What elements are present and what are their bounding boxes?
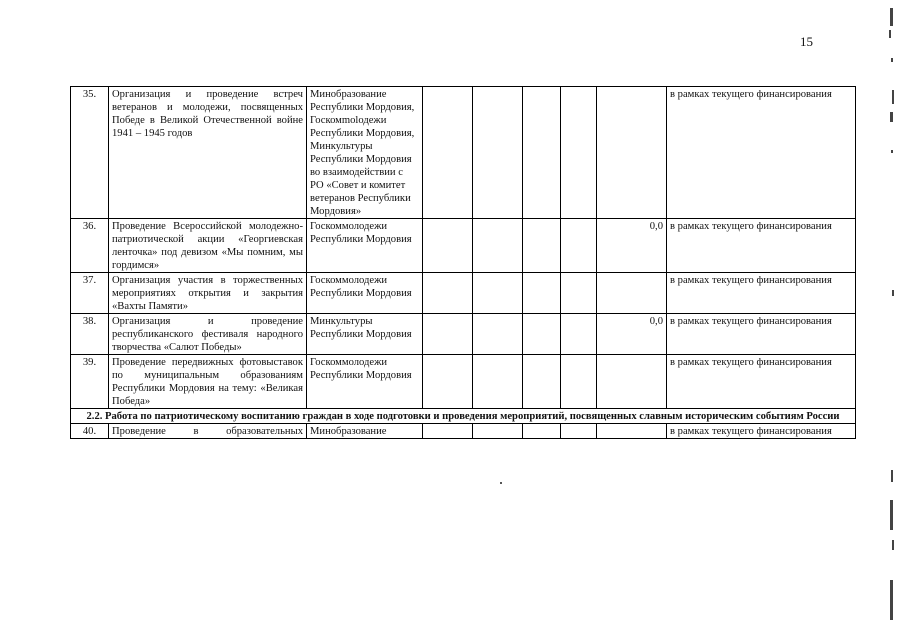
measure-name: Организация и проведение республиканского фестиваля народного творчества «Салют Победы» bbox=[109, 314, 307, 355]
financing-source: в рамках текущего финансирования bbox=[667, 273, 856, 314]
row-number: 37. bbox=[71, 273, 109, 314]
row-number: 38. bbox=[71, 314, 109, 355]
funding-value bbox=[597, 355, 667, 409]
table-row bbox=[71, 219, 856, 273]
executor: Госкоммолодежи Республики Мордовия bbox=[307, 355, 423, 409]
table-row bbox=[71, 273, 856, 314]
section-header-row bbox=[71, 409, 856, 424]
financing-source: в рамках текущего финансирования bbox=[667, 87, 856, 219]
funding-value bbox=[597, 273, 667, 314]
table-row bbox=[71, 424, 856, 439]
financing-source: в рамках текущего финансирования bbox=[667, 355, 856, 409]
row-number: 36. bbox=[71, 219, 109, 273]
funding-value bbox=[597, 87, 667, 219]
funding-value bbox=[597, 424, 667, 439]
financing-source: в рамках текущего финансирования bbox=[667, 219, 856, 273]
measure-name: Организация и проведение встреч ветеранов и молодежи, посвященных Победе в Великой Отечественной войне 1941 – 1945 годов bbox=[109, 87, 307, 219]
measure-name: Проведение передвижных фотовыставок по муниципальным образованиям Республики Мордовия на тему: «Великая Победа» bbox=[109, 355, 307, 409]
funding-value: 0,0 bbox=[597, 219, 667, 273]
measure-name: Проведение в образовательных bbox=[109, 424, 307, 439]
executor: Минобразование bbox=[307, 424, 423, 439]
table-row bbox=[71, 314, 856, 355]
scan-edge-noise bbox=[884, 0, 902, 640]
funding-value: 0,0 bbox=[597, 314, 667, 355]
row-number: 40. bbox=[71, 424, 109, 439]
executor: Минкультуры Республики Мордовия bbox=[307, 314, 423, 355]
scan-speck bbox=[500, 482, 502, 484]
row-number: 35. bbox=[71, 87, 109, 219]
measure-name: Организация участия в торжественных мероприятиях открытия и закрытия «Вахты Памяти» bbox=[109, 273, 307, 314]
financing-source: в рамках текущего финансирования bbox=[667, 424, 856, 439]
table-row bbox=[71, 355, 856, 409]
executor: Госкоммолодежи Республики Мордовия bbox=[307, 219, 423, 273]
executor: Госкоммолодежи Республики Мордовия bbox=[307, 273, 423, 314]
financing-source: в рамках текущего финансирования bbox=[667, 314, 856, 355]
action-plan-table bbox=[70, 86, 856, 439]
table-row bbox=[71, 87, 856, 219]
measure-name: Проведение Всероссийской молодежно-патриотической акции «Георгиевская ленточка» под девизом «Мы помним, мы гордимся» bbox=[109, 219, 307, 273]
section-title: 2.2. Работа по патриотическому воспитанию граждан в ходе подготовки и проведения мероприятий, посвященных славным историческим событиям России bbox=[71, 409, 856, 424]
row-number: 39. bbox=[71, 355, 109, 409]
executor: Минобразование Республики Мордовия, Госкомmolодежи Республики Мордовия, Минкультуры Республики Мордовия во взаимодействии с РО «Совет и комитет ветеранов Республики Мордовия» bbox=[307, 87, 423, 219]
page-number: 15 bbox=[800, 34, 813, 49]
